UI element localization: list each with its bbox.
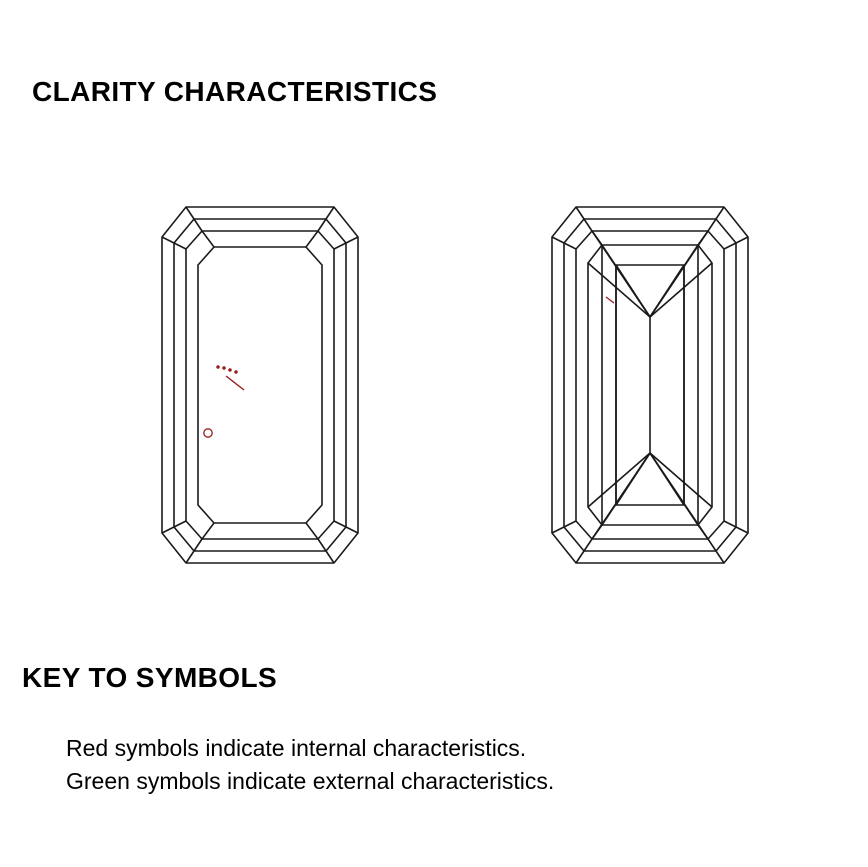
- key-to-symbols-legend: [66, 732, 554, 798]
- pavilion-internal-symbols: [606, 297, 614, 303]
- crown-outline: [162, 207, 358, 563]
- crystal-dot-4: [235, 371, 237, 373]
- crown-bezel-outer: [186, 231, 334, 539]
- crown-view-diagram: [140, 185, 380, 585]
- pavilion-view-svg: [530, 185, 770, 585]
- feather-mark-icon: [606, 297, 614, 303]
- crown-view-svg: [140, 185, 380, 585]
- feather-mark-icon: [226, 376, 244, 390]
- page-title: CLARITY CHARACTERISTICS: [32, 76, 438, 107]
- crown-internal-symbols: [204, 366, 244, 437]
- crown-girdle-inner: [174, 219, 346, 551]
- crystal-dot-3: [229, 369, 231, 371]
- pavilion-view-diagram: [530, 185, 770, 585]
- legend-internal-line: Red symbols indicate internal characteristics.: [66, 735, 527, 761]
- key-to-symbols-title: KEY TO SYMBOLS: [22, 662, 278, 693]
- crown-table-corner-tl: [202, 231, 214, 247]
- crystal-dot-2: [223, 367, 225, 369]
- crown-table-corner-tr: [306, 231, 318, 247]
- crown-table-corner-br: [306, 523, 318, 539]
- legend-external-line: Green symbols indicate external characteristics.: [66, 768, 555, 794]
- crown-table: [198, 247, 322, 523]
- crystal-circle-icon: [204, 429, 212, 437]
- crown-table-corner-bl: [202, 523, 214, 539]
- crystal-dot-1: [217, 366, 219, 368]
